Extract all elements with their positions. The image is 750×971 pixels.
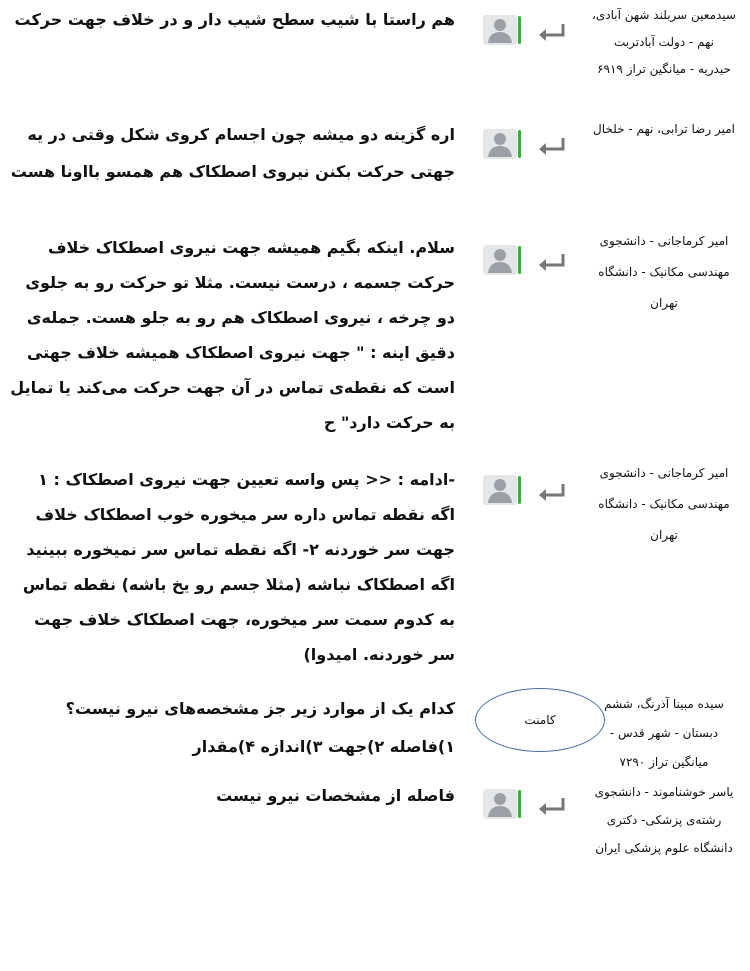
author-line: رشته‌ی پزشکی- دکتری <box>606 813 722 827</box>
author-line: یاسر خوشناموند - دانشجوی <box>594 785 734 799</box>
author-line: حیدریه - میانگین تراز ۶۹۱۹ <box>597 62 731 76</box>
reply-message: فاصله از مشخصات نیرو نیست <box>216 786 455 805</box>
reply-arrow-icon <box>536 22 566 42</box>
author-line: مهندسی مکانیک - دانشگاه <box>598 265 730 279</box>
avatar-icon <box>482 474 522 506</box>
author-info <box>584 458 744 551</box>
reply-message: سلام. اینکه بگیم همیشه جهت نیروی اصطکاک خلاف حرکت جسمه ، درست نیست. مثلا تو حرکت رو به جلوی دو چرخه ، نیروی اصطکاک هم رو به جلو هست. جمله‌ی دقیق اینه : " جهت نیروی اصطکاک همیشه خلاف جهتی است که نقطه‌ی تماس در آن جهت حرکت می‌کند یا تمایل به حرکت دارد" ح <box>10 238 455 432</box>
author-line: امیر کرماجانی - دانشجوی <box>599 466 729 480</box>
question-message: کدام یک از موارد زیر جز مشخصه‌های نیرو نیست؟ ۱)فاصله ۲)جهت ۳)اندازه ۴)مقدار <box>65 699 455 756</box>
reply-arrow-icon <box>536 796 566 816</box>
avatar-icon <box>482 128 522 160</box>
author-line: سیده مبینا آذرنگ، ششم <box>604 697 724 711</box>
avatar-icon <box>482 788 522 820</box>
reply-message: هم راستا با شیب سطح شیب دار و در خلاف جهت حرکت <box>14 10 455 29</box>
reply-arrow-icon <box>536 482 566 502</box>
reply-message: اره گزینه دو میشه چون اجسام کروی شکل وقتی در یه جهتی حرکت بکنن نیروی اصطکاک هم همسو بااونا هست <box>10 125 455 181</box>
author-line: سیدمعین سربلند شهن آبادی، <box>592 8 736 22</box>
avatar-icon <box>482 14 522 46</box>
author-line: تهران <box>650 296 678 310</box>
avatar-icon <box>482 244 522 276</box>
author-info <box>584 690 744 777</box>
comment-label: کامنت <box>524 713 556 727</box>
author-info <box>584 226 744 319</box>
author-line: میانگین تراز ۷۲۹۰ <box>619 755 709 769</box>
author-info <box>584 778 744 862</box>
reply-message: -ادامه : << پس واسه تعیین جهت نیروی اصطکاک : ۱ اگه نقطه تماس داره سر میخوره خوب اصطکاک خلاف جهت سر خوردنه ۲- اگه نقطه تماس سر نمیخوره ببینید اگه اصطکاک نباشه (مثلا جسم رو یخ باشه) نقطه تماس به کدوم سمت سر میخوره، جهت اصطکاک خلاف جهت سر خوردنه. امیدوا) <box>22 470 455 664</box>
author-line: تهران <box>650 528 678 542</box>
comment-badge[interactable] <box>475 688 605 752</box>
author-line: مهندسی مکانیک - دانشگاه <box>598 497 730 511</box>
author-line: نهم - دولت آبادتربت <box>614 35 714 49</box>
author-info <box>584 114 744 144</box>
author-line: امیر رضا ترابی، نهم - خلخال <box>593 122 735 136</box>
reply-arrow-icon <box>536 136 566 156</box>
reply-arrow-icon <box>536 252 566 272</box>
author-line: دانشگاه علوم پزشکی ایران <box>595 841 733 855</box>
author-line: امیر کرماجانی - دانشجوی <box>599 234 729 248</box>
author-info <box>584 2 744 83</box>
author-line: دبستان - شهر قدس - <box>609 726 719 740</box>
